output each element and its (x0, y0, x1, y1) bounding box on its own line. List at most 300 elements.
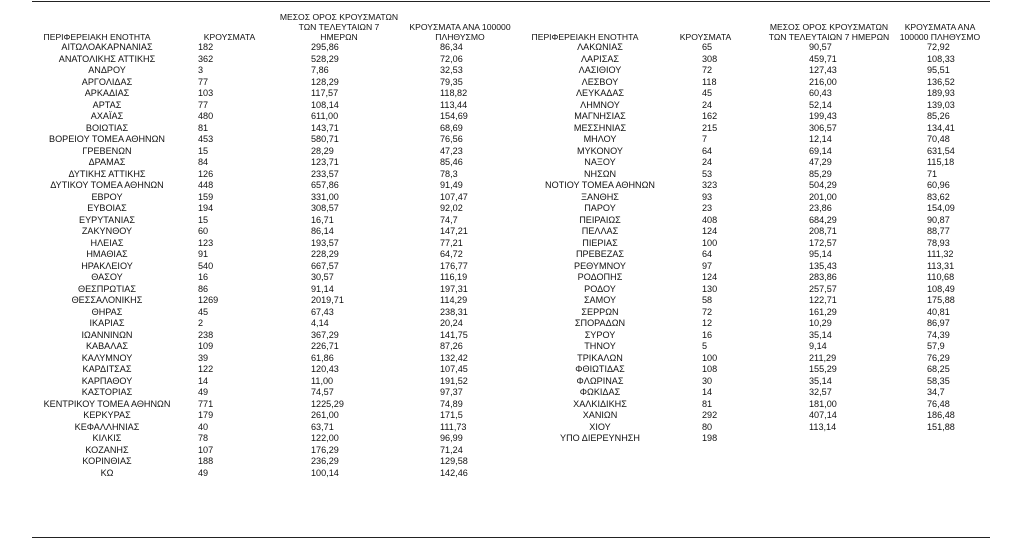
avg7-value: 667,57 (311, 260, 339, 271)
region-name: ΔΡΑΜΑΣ (88, 157, 126, 167)
per100k-value: 58,35 (927, 375, 950, 386)
cases-value: 215 (702, 122, 718, 133)
per100k-value: 74,89 (440, 398, 463, 409)
per100k-value: 79,35 (440, 76, 463, 87)
table-row (32, 100, 516, 112)
region-name: ΤΡΙΚΑΛΩΝ (577, 352, 623, 363)
table-row (518, 215, 990, 227)
table-row (518, 249, 990, 261)
table-row (32, 318, 516, 330)
avg7-value: 86,14 (311, 226, 334, 236)
cases-value: 77 (198, 76, 209, 87)
table-row (518, 330, 990, 342)
region-name: ΚΟΖΑΝΗΣ (85, 444, 129, 455)
table-body-left (32, 42, 516, 479)
table-row (518, 180, 990, 192)
cases-value: 45 (198, 306, 209, 317)
region-name: ΦΩΚΙΔΑΣ (579, 387, 621, 397)
cases-value: 408 (702, 214, 718, 225)
table-row (518, 169, 990, 181)
per100k-value: 141,75 (440, 329, 468, 340)
header-avg7: ΜΕΣΟΣ ΟΡΟΣ ΚΡΟΥΣΜΑΤΩΝ ΤΩΝ ΤΕΛΕΥΤΑΙΩΝ 7 ΗΜΕΡΩΝ (768, 22, 890, 42)
region-name: ΛΑΚΩΝΙΑΣ (577, 42, 623, 52)
avg7-value: 580,71 (311, 134, 339, 144)
avg7-value: 120,43 (311, 364, 339, 374)
avg7-value: 30,57 (311, 272, 334, 282)
region-name: ΜΑΓΝΗΣΙΑΣ (574, 111, 626, 121)
region-name: ΦΛΩΡΙΝΑΣ (576, 375, 624, 386)
per100k-value: 97,37 (440, 387, 463, 397)
table-row (518, 410, 990, 422)
table-row (32, 134, 516, 146)
cases-value: 60 (198, 226, 209, 236)
per100k-value: 111,73 (440, 421, 467, 432)
per100k-value: 78,93 (927, 237, 950, 248)
cases-value: 80 (702, 421, 713, 432)
region-name: ΑΧΑΪΑΣ (90, 111, 124, 121)
table-row (32, 88, 516, 100)
per100k-value: 108,49 (927, 283, 955, 294)
cases-value: 3 (198, 65, 204, 75)
table-row (32, 433, 516, 445)
cases-value: 362 (198, 53, 214, 64)
per100k-value: 118,82 (440, 88, 468, 98)
table-row (518, 376, 990, 388)
cases-value: 23 (702, 203, 713, 213)
region-name: ΘΗΡΑΣ (91, 306, 123, 317)
per100k-value: 189,93 (927, 88, 955, 98)
cases-value: 122 (198, 364, 214, 374)
cases-value: 292 (702, 410, 718, 420)
cases-value: 188 (198, 456, 214, 466)
table-row (518, 203, 990, 215)
avg7-value: 684,29 (809, 214, 837, 225)
avg7-value: 201,00 (809, 191, 837, 202)
table-row (518, 88, 990, 100)
avg7-value: 67,43 (311, 306, 334, 317)
region-name: ΚΑΛΥΜΝΟΥ (81, 352, 133, 363)
avg7-value: 228,29 (311, 249, 339, 259)
table-row (32, 330, 516, 342)
table-row (32, 192, 516, 204)
per100k-value: 115,18 (927, 157, 955, 167)
per100k-value: 91,49 (440, 180, 463, 190)
per100k-value: 154,09 (927, 203, 955, 213)
cases-value: 40 (198, 421, 209, 432)
region-name: ΙΩΑΝΝΙΝΩΝ (81, 329, 133, 340)
per100k-value: 86,97 (927, 318, 950, 328)
per100k-value: 74,7 (440, 214, 458, 225)
cases-value: 77 (198, 99, 209, 110)
cases-value: 179 (198, 410, 214, 420)
region-name: ΒΟΙΩΤΙΑΣ (85, 122, 129, 133)
avg7-value: 108,14 (311, 99, 339, 110)
table-row (32, 284, 516, 296)
table-row (32, 42, 516, 54)
region-name: ΛΕΥΚΑΔΑΣ (575, 88, 625, 98)
avg7-value: 10,29 (809, 318, 832, 328)
avg7-value: 35,14 (809, 329, 832, 340)
region-name: ΞΑΝΘΗΣ (581, 191, 619, 202)
region-name: ΣΕΡΡΩΝ (581, 306, 619, 317)
region-name: ΚΙΛΚΙΣ (92, 433, 122, 443)
region-name: ΙΚΑΡΙΑΣ (89, 318, 125, 328)
region-name: ΚΩ (100, 467, 114, 478)
table-row (32, 249, 516, 261)
region-name: ΗΡΑΚΛΕΙΟΥ (81, 260, 133, 271)
per100k-value: 142,46 (440, 467, 468, 478)
table-row (32, 77, 516, 89)
cases-value: 86 (198, 283, 209, 294)
table-row (518, 42, 990, 54)
table-row (32, 169, 516, 181)
avg7-value: 176,29 (311, 444, 339, 455)
cases-value: 12 (702, 318, 713, 328)
per100k-value: 96,99 (440, 433, 463, 443)
table-row (32, 456, 516, 468)
per100k-value: 171,5 (440, 410, 463, 420)
region-name: ΖΑΚΥΝΘΟΥ (81, 226, 133, 236)
cases-value: 124 (702, 226, 718, 236)
per100k-value: 40,81 (927, 306, 950, 317)
avg7-value: 306,57 (809, 122, 837, 133)
cases-value: 7 (702, 134, 708, 144)
per100k-value: 86,34 (440, 42, 463, 52)
table-row (518, 123, 990, 135)
region-name: ΚΕΝΤΡΙΚΟΥ ΤΟΜΕΑ ΑΘΗΝΩΝ (43, 398, 171, 409)
per100k-value: 175,88 (927, 295, 955, 305)
table-row (518, 146, 990, 158)
per100k-value: 90,87 (927, 214, 950, 225)
avg7-value: 233,57 (311, 168, 339, 179)
region-name: ΔΥΤΙΚΗΣ ΑΤΤΙΚΗΣ (68, 168, 146, 179)
avg7-value: 528,29 (311, 53, 339, 64)
table-row (32, 238, 516, 250)
region-name: ΒΟΡΕΙΟΥ ΤΟΜΕΑ ΑΘΗΝΩΝ (49, 134, 165, 144)
table-row (32, 261, 516, 273)
avg7-value: 95,14 (809, 249, 832, 259)
cases-value: 771 (198, 398, 214, 409)
table-row (518, 341, 990, 353)
cases-value: 194 (198, 203, 214, 213)
avg7-value: 2019,71 (311, 295, 344, 305)
table-row (32, 146, 516, 158)
table-row (518, 65, 990, 77)
avg7-value: 113,14 (809, 421, 837, 432)
cases-value: 30 (702, 375, 713, 386)
table-row (518, 192, 990, 204)
cases-value: 16 (198, 272, 209, 282)
cases-value: 45 (702, 88, 713, 98)
avg7-value: 90,57 (809, 42, 832, 52)
region-name: ΕΥΒΟΙΑΣ (87, 203, 127, 213)
per100k-value: 151,88 (927, 421, 955, 432)
avg7-value: 4,14 (311, 318, 329, 328)
cases-value: 58 (702, 295, 713, 305)
cases-value: 448 (198, 180, 214, 190)
table-row (32, 376, 516, 388)
region-name: ΑΡΓΟΛΙΔΑΣ (81, 76, 133, 87)
table-bottom-rule (32, 537, 990, 538)
cases-value: 100 (702, 237, 718, 248)
per100k-value: 77,21 (440, 237, 463, 248)
avg7-value: 459,71 (809, 53, 837, 64)
region-name: ΣΥΡΟΥ (584, 329, 616, 340)
table-row (32, 353, 516, 365)
cases-value: 118 (702, 76, 717, 87)
region-name: ΠΑΡΟΥ (584, 203, 616, 213)
avg7-value: 9,14 (809, 341, 827, 351)
avg7-value: 35,14 (809, 375, 832, 386)
per100k-value: 147,21 (440, 226, 468, 236)
region-name: ΚΑΡΠΑΘΟΥ (81, 375, 133, 386)
avg7-value: 367,29 (311, 329, 339, 340)
per100k-value: 107,47 (440, 191, 468, 202)
per100k-value: 20,24 (440, 318, 463, 328)
cases-value: 238 (198, 329, 214, 340)
region-name: ΘΕΣΣΑΛΟΝΙΚΗΣ (71, 295, 143, 305)
avg7-value: 193,57 (311, 237, 339, 248)
cases-value: 65 (702, 42, 713, 52)
per100k-value: 88,77 (927, 226, 950, 236)
avg7-value: 60,43 (809, 88, 832, 98)
table-row (518, 399, 990, 411)
avg7-value: 135,43 (809, 260, 837, 271)
region-name: ΘΕΣΠΡΩΤΙΑΣ (78, 283, 136, 294)
region-name: ΝΗΣΩΝ (583, 168, 617, 179)
table-row (32, 272, 516, 284)
per100k-value: 197,31 (440, 283, 468, 294)
per100k-value: 154,69 (440, 111, 468, 121)
avg7-value: 155,29 (809, 364, 837, 374)
per100k-value: 57,9 (927, 341, 945, 351)
cases-value: 162 (702, 111, 718, 121)
table-row (518, 318, 990, 330)
region-name: ΧΑΛΚΙΔΙΚΗΣ (573, 398, 627, 409)
cases-value: 93 (702, 191, 713, 202)
region-name: ΧΙΟΥ (589, 421, 611, 432)
table-row (32, 399, 516, 411)
table-header-left (32, 2, 516, 42)
avg7-value: 504,29 (809, 180, 837, 190)
cases-value: 64 (702, 145, 713, 156)
region-name: ΑΝΑΤΟΛΙΚΗΣ ΑΤΤΙΚΗΣ (58, 53, 156, 64)
region-name: ΚΕΡΚΥΡΑΣ (83, 410, 131, 420)
table-row (32, 364, 516, 376)
region-name: ΑΙΤΩΛΟΑΚΑΡΝΑΝΙΑΣ (61, 42, 153, 52)
region-name: ΣΠΟΡΑΔΩΝ (574, 318, 626, 328)
per100k-value: 68,25 (927, 364, 950, 374)
cases-value: 24 (702, 157, 713, 167)
region-name: ΗΛΕΙΑΣ (90, 237, 124, 248)
region-name: ΚΟΡΙΝΘΙΑΣ (82, 456, 132, 466)
per100k-value: 74,39 (927, 329, 950, 340)
per100k-value: 34,7 (927, 387, 945, 397)
cases-value: 540 (198, 260, 214, 271)
region-name: ΚΑΒΑΛΑΣ (85, 341, 129, 351)
header-region: ΠΕΡΙΦΕΡΕΙΑΚΗ ΕΝΟΤΗΤΑ (43, 32, 151, 42)
per100k-value: 87,26 (440, 341, 463, 351)
table-row (32, 468, 516, 480)
table-row (32, 387, 516, 399)
per100k-value: 71,24 (440, 444, 463, 455)
per100k-value: 186,48 (927, 410, 955, 420)
avg7-value: 11,00 (311, 375, 334, 386)
cases-value: 124 (702, 272, 718, 282)
avg7-value: 69,14 (809, 145, 832, 156)
table-row (32, 226, 516, 238)
region-name: ΑΝΔΡΟΥ (88, 65, 126, 75)
per100k-value: 76,29 (927, 352, 950, 363)
region-name: ΠΕΛΛΑΣ (581, 226, 619, 236)
covid-cases-table (32, 0, 990, 550)
avg7-value: 295,86 (311, 42, 339, 52)
per100k-value: 631,54 (927, 145, 955, 156)
avg7-value: 128,29 (311, 76, 339, 87)
cases-value: 323 (702, 180, 718, 190)
avg7-value: 7,86 (311, 65, 329, 75)
avg7-value: 117,57 (311, 88, 339, 98)
region-name: ΗΜΑΘΙΑΣ (86, 249, 128, 259)
per100k-value: 110,68 (927, 272, 955, 282)
per100k-value: 132,42 (440, 352, 468, 363)
header-region: ΠΕΡΙΦΕΡΕΙΑΚΗ ΕΝΟΤΗΤΑ (531, 32, 639, 42)
per100k-value: 95,51 (927, 65, 950, 75)
per100k-value: 32,53 (440, 65, 463, 75)
region-name: ΓΡΕΒΕΝΩΝ (82, 145, 132, 156)
region-name: ΚΑΣΤΟΡΙΑΣ (81, 387, 133, 397)
table-row (518, 111, 990, 123)
region-name: ΚΕΦΑΛΛΗΝΙΑΣ (74, 421, 140, 432)
table-row (32, 123, 516, 135)
table-row (518, 54, 990, 66)
per100k-value: 60,96 (927, 180, 950, 190)
cases-value: 107 (198, 444, 214, 455)
region-name: ΠΡΕΒΕΖΑΣ (575, 249, 625, 259)
cases-value: 130 (702, 283, 718, 294)
avg7-value: 331,00 (311, 191, 339, 202)
table-row (32, 341, 516, 353)
avg7-value: 211,29 (809, 352, 837, 363)
table-row (32, 215, 516, 227)
table-row (32, 203, 516, 215)
avg7-value: 28,29 (311, 145, 334, 156)
cases-value: 14 (702, 387, 713, 397)
avg7-value: 100,14 (311, 467, 339, 478)
cases-value: 84 (198, 157, 209, 167)
region-name: ΠΙΕΡΙΑΣ (582, 237, 618, 248)
table-row (518, 284, 990, 296)
table-row (32, 307, 516, 319)
avg7-value: 122,00 (311, 433, 339, 443)
cases-value: 91 (198, 249, 209, 259)
cases-value: 49 (198, 387, 209, 397)
region-name: ΝΟΤΙΟΥ ΤΟΜΕΑ ΑΘΗΝΩΝ (545, 180, 655, 190)
avg7-value: 611,00 (311, 111, 339, 121)
table-row (518, 226, 990, 238)
avg7-value: 161,29 (809, 306, 837, 317)
per100k-value: 85,46 (440, 157, 463, 167)
table-row (518, 422, 990, 434)
region-name: ΚΑΡΔΙΤΣΑΣ (82, 364, 132, 374)
region-name: ΧΑΝΙΩΝ (582, 410, 618, 420)
per100k-value: 114,29 (440, 295, 468, 305)
header-avg7: ΜΕΣΟΣ ΟΡΟΣ ΚΡΟΥΣΜΑΤΩΝ ΤΩΝ ΤΕΛΕΥΤΑΙΩΝ 7 ΗΜΕΡΩΝ (279, 12, 399, 42)
avg7-value: 23,86 (809, 203, 832, 213)
avg7-value: 226,71 (311, 341, 339, 351)
per100k-value: 78,3 (440, 168, 458, 179)
avg7-value: 143,71 (311, 122, 339, 133)
per100k-value: 47,23 (440, 145, 463, 156)
table-row (518, 134, 990, 146)
per100k-value: 72,06 (440, 53, 463, 64)
header-cases: ΚΡΟΥΣΜΑΤΑ (203, 32, 256, 42)
table-row (518, 77, 990, 89)
per100k-value: 113,31 (927, 260, 955, 271)
table-row (32, 445, 516, 457)
region-name: ΡΟΔΟΥ (584, 283, 616, 294)
table-row (32, 111, 516, 123)
per100k-value: 72,92 (927, 42, 950, 52)
table-row (518, 238, 990, 250)
per100k-value: 68,69 (440, 122, 463, 133)
cases-value: 308 (702, 53, 718, 64)
cases-value: 49 (198, 467, 209, 478)
region-name: ΜΥΚΟΝΟΥ (577, 145, 623, 156)
cases-value: 78 (198, 433, 209, 443)
region-name: ΦΘΙΩΤΙΔΑΣ (575, 364, 625, 374)
cases-value: 39 (198, 352, 209, 363)
cases-value: 2 (198, 318, 204, 328)
table-row (518, 307, 990, 319)
per100k-value: 136,52 (927, 76, 955, 87)
header-cases: ΚΡΟΥΣΜΑΤΑ (679, 32, 732, 42)
per100k-value: 71 (927, 168, 938, 179)
cases-value: 182 (198, 42, 214, 52)
region-name: ΛΑΡΙΣΑΣ (580, 53, 620, 64)
header-per100k: ΚΡΟΥΣΜΑΤΑ ΑΝΑ 100000 ΠΛΗΘΥΣΜΟ (899, 22, 981, 42)
cases-value: 100 (702, 352, 718, 363)
avg7-value: 85,29 (809, 168, 832, 179)
per100k-value: 176,77 (440, 260, 468, 271)
region-name: ΡΕΘΥΜΝΟΥ (574, 260, 626, 271)
avg7-value: 74,57 (311, 387, 334, 397)
cases-value: 126 (198, 168, 214, 179)
table-row (32, 180, 516, 192)
avg7-value: 208,71 (809, 226, 837, 236)
per100k-value: 139,03 (927, 99, 955, 110)
table-row (518, 157, 990, 169)
cases-value: 81 (702, 398, 713, 409)
avg7-value: 16,71 (311, 214, 334, 225)
avg7-value: 1225,29 (311, 398, 344, 409)
avg7-value: 123,71 (311, 157, 339, 167)
avg7-value: 32,57 (809, 387, 832, 397)
region-name: ΘΑΣΟΥ (91, 272, 123, 282)
cases-value: 123 (198, 237, 214, 248)
table-body-right (518, 42, 990, 445)
table-row (518, 100, 990, 112)
per100k-value: 111,32 (927, 249, 954, 259)
table-row (32, 295, 516, 307)
per100k-value: 134,41 (927, 122, 955, 133)
cases-value: 103 (198, 88, 214, 98)
table-row (518, 295, 990, 307)
table-row (32, 422, 516, 434)
avg7-value: 257,57 (809, 283, 837, 294)
cases-value: 198 (702, 433, 718, 443)
per100k-value: 113,44 (440, 99, 468, 110)
